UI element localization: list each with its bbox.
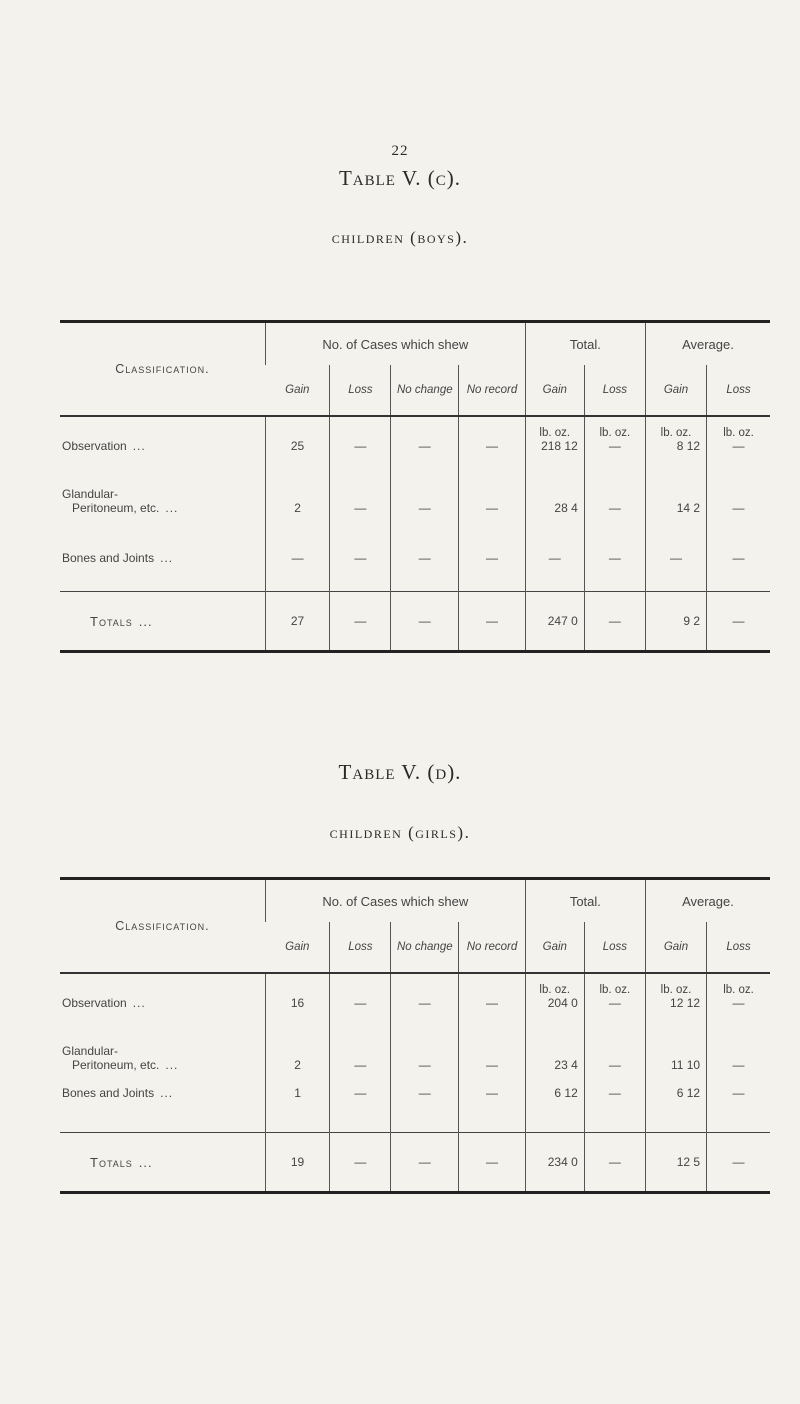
row-label: Glandular- Peritoneum, etc. ... [62,1044,179,1072]
column-header: Loss [330,365,391,416]
cell-average-loss: — [707,439,770,469]
column-header: Loss [330,922,391,973]
cell-gain: 1 [265,1076,329,1110]
unit-label: lb. oz. [584,973,645,996]
overall-average-gain: 12 5 [645,1133,706,1193]
table-row [60,469,770,519]
total-cases-no-change: — [391,592,459,652]
column-header: No record [459,365,526,416]
cell-average-loss: — [707,1076,770,1110]
table-subtitle: children (boys). [331,228,469,247]
cell-total-gain: 28 4 [525,469,584,519]
cell-no-change: — [391,1026,459,1076]
unit-label: lb. oz. [525,416,584,439]
cell-average-loss: — [707,519,770,569]
cell-average-gain: 11 10 [645,1026,706,1076]
row-label: Glandular- Peritoneum, etc. ... [62,487,179,515]
column-header: Loss [584,365,645,416]
column-header: Gain [525,365,584,416]
table-title: Table V. (d). [338,760,462,784]
total-group-header: Total. [525,879,645,923]
cell-no-record: — [459,519,526,569]
cell-total-loss: — [584,1026,645,1076]
grand-total-gain: 247 0 [525,592,584,652]
total-cases-no-record: — [459,1133,526,1193]
cell-total-loss: — [584,1076,645,1110]
cell-gain: 2 [265,469,329,519]
cell-total-loss: — [584,996,645,1026]
column-header: No record [459,922,526,973]
column-header: Gain [525,922,584,973]
cell-average-gain: 6 12 [645,1076,706,1110]
cell-total-gain: 204 0 [525,996,584,1026]
cell-loss: — [330,439,391,469]
cell-no-change: — [391,1076,459,1110]
table-row [60,519,770,569]
cell-total-gain: 23 4 [525,1026,584,1076]
totals-row [60,1133,770,1193]
column-header: Loss [707,365,770,416]
row-label: Observation ... [62,996,146,1010]
cell-loss: — [330,1026,391,1076]
row-label: Bones and Joints ... [62,1086,174,1100]
cell-no-change: — [391,996,459,1026]
column-header: No change [391,365,459,416]
cell-gain: — [265,519,329,569]
cell-average-loss: — [707,1026,770,1076]
cell-total-gain: 218 12 [525,439,584,469]
column-header: Loss [584,922,645,973]
cases-group-header: No. of Cases which shew [265,879,525,923]
unit-label: lb. oz. [707,416,770,439]
table-row [60,1026,770,1076]
grand-total-gain: 234 0 [525,1133,584,1193]
boys-weight-table [60,320,770,653]
totals-row [60,592,770,652]
cell-average-gain: 14 2 [645,469,706,519]
cell-no-record: — [459,469,526,519]
total-cases-loss: — [330,1133,391,1193]
totals-label: Totals ... [60,1133,265,1193]
cell-no-record: — [459,439,526,469]
column-header: Loss [707,922,770,973]
cell-total-loss: — [584,469,645,519]
cell-no-change: — [391,439,459,469]
total-group-header: Total. [525,322,645,366]
cell-gain: 25 [265,439,329,469]
cell-average-loss: — [707,469,770,519]
column-header: Gain [265,365,329,416]
column-header: Gain [645,365,706,416]
classification-header: Classification. [60,322,265,417]
table-row [60,439,770,469]
overall-average-loss: — [707,1133,770,1193]
cell-total-gain: — [525,519,584,569]
cell-loss: — [330,469,391,519]
cell-no-change: — [391,469,459,519]
row-label: Observation ... [62,439,146,453]
unit-label: lb. oz. [525,973,584,996]
table-subtitle: children (girls). [329,823,471,842]
table-row [60,1076,770,1110]
grand-total-loss: — [584,1133,645,1193]
column-header: Gain [265,922,329,973]
girls-weight-table [60,877,770,1194]
table-row [60,996,770,1026]
cell-gain: 16 [265,996,329,1026]
cell-gain: 2 [265,1026,329,1076]
average-group-header: Average. [645,879,770,923]
cell-average-gain: 12 12 [645,996,706,1026]
cell-total-loss: — [584,519,645,569]
overall-average-gain: 9 2 [645,592,706,652]
total-cases-no-record: — [459,592,526,652]
totals-label: Totals ... [60,592,265,652]
cell-total-gain: 6 12 [525,1076,584,1110]
cell-no-record: — [459,1026,526,1076]
total-cases-gain: 27 [265,592,329,652]
page-number: 22 [391,143,409,159]
cell-average-gain: 8 12 [645,439,706,469]
total-cases-no-change: — [391,1133,459,1193]
total-cases-gain: 19 [265,1133,329,1193]
grand-total-loss: — [584,592,645,652]
cell-loss: — [330,519,391,569]
cell-average-loss: — [707,996,770,1026]
unit-label: lb. oz. [707,973,770,996]
cell-total-loss: — [584,439,645,469]
unit-label: lb. oz. [645,416,706,439]
cases-group-header: No. of Cases which shew [265,322,525,366]
average-group-header: Average. [645,322,770,366]
overall-average-loss: — [707,592,770,652]
cell-no-change: — [391,519,459,569]
total-cases-loss: — [330,592,391,652]
classification-header: Classification. [60,879,265,974]
cell-loss: — [330,996,391,1026]
unit-label: lb. oz. [645,973,706,996]
cell-no-record: — [459,996,526,1026]
row-label: Bones and Joints ... [62,551,174,565]
column-header: Gain [645,922,706,973]
unit-label: lb. oz. [584,416,645,439]
table-title: Table V. (c). [338,166,462,190]
cell-loss: — [330,1076,391,1110]
column-header: No change [391,922,459,973]
cell-no-record: — [459,1076,526,1110]
cell-average-gain: — [645,519,706,569]
